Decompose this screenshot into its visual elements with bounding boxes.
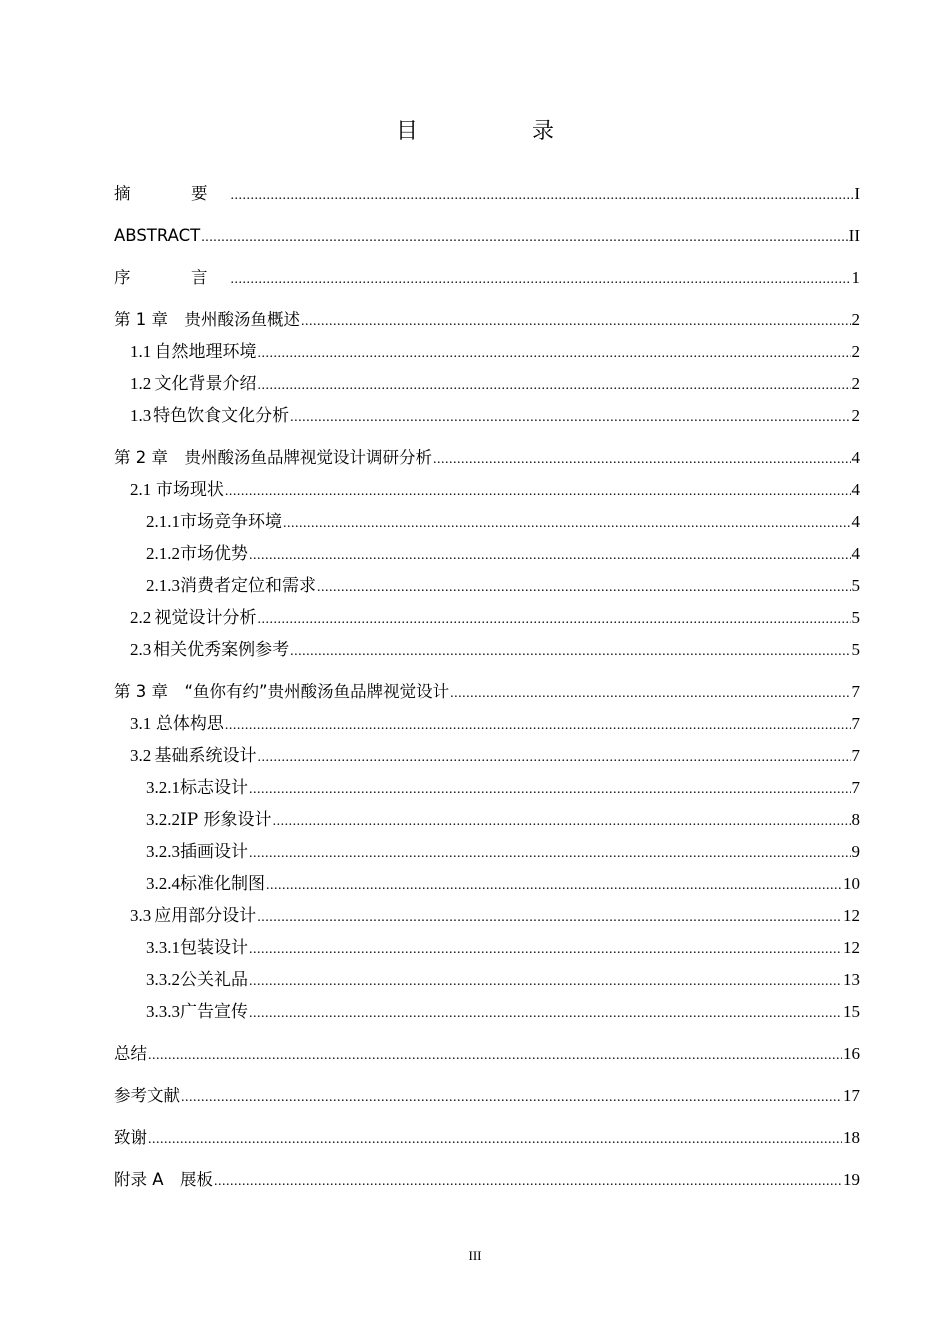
toc-entry-label: 附录 A 展板 [114, 1170, 214, 1189]
toc-entry-page: II [848, 226, 860, 245]
toc-dot-leader [181, 1082, 842, 1114]
toc-entry-page: 13 [843, 970, 860, 989]
toc-entry-page: 2 [851, 310, 860, 329]
table-of-contents [114, 178, 860, 1196]
toc-entry[interactable] [114, 400, 860, 432]
toc-entry-page: 15 [843, 1002, 860, 1021]
toc-entry-label: 第 1 章 贵州酸汤鱼概述 [114, 310, 300, 329]
toc-entry-number: 3.2.1 [146, 778, 180, 797]
toc-entry-number: 1.3 [130, 406, 152, 425]
toc-entry-page: I [854, 184, 860, 203]
toc-entry-label: 应用部分设计 [154, 906, 257, 926]
toc-entry-number: 1.1 [130, 342, 152, 361]
toc-entry-page: 2 [851, 374, 860, 393]
toc-dot-leader [266, 870, 842, 902]
toc-entry-number: 3.3.2 [146, 970, 180, 989]
toc-entry-label: 市场优势 [180, 544, 248, 564]
toc-entry-number: 2.1.2 [146, 544, 180, 563]
toc-dot-leader [214, 1166, 842, 1198]
toc-entry-number: 3.2.4 [146, 874, 180, 893]
toc-entry-number: 3.3.3 [146, 1002, 180, 1021]
toc-dot-leader [301, 306, 851, 338]
toc-entry-page: 2 [851, 342, 860, 361]
toc-entry[interactable] [114, 474, 860, 506]
toc-entry-label: 序 言 [114, 268, 230, 287]
toc-entry-page: 17 [843, 1086, 860, 1105]
toc-dot-leader [231, 180, 854, 212]
toc-entry[interactable] [114, 1122, 860, 1154]
toc-entry-label: 视觉设计分析 [154, 608, 257, 628]
toc-entry-label: 文化背景介绍 [154, 374, 257, 394]
toc-entry-page: 9 [851, 842, 860, 861]
toc-entry[interactable] [114, 336, 860, 368]
toc-entry[interactable] [114, 634, 860, 666]
toc-dot-leader [450, 678, 850, 710]
toc-entry-label: 总结 [114, 1044, 147, 1063]
toc-entry[interactable] [114, 900, 860, 932]
toc-entry-page: 7 [851, 682, 860, 701]
toc-dot-leader [249, 540, 851, 572]
toc-entry-label: 致谢 [114, 1128, 147, 1147]
toc-entry[interactable] [114, 676, 860, 708]
toc-entry-label: 标志设计 [180, 778, 248, 798]
toc-entry-label: 公关礼品 [180, 970, 248, 990]
toc-entry[interactable] [114, 442, 860, 474]
toc-dot-leader [317, 572, 851, 604]
toc-entry-label: 第 2 章 贵州酸汤鱼品牌视觉设计调研分析 [114, 448, 432, 467]
toc-entry[interactable] [114, 1164, 860, 1196]
toc-entry[interactable] [114, 996, 860, 1028]
toc-entry-number: 2.1.1 [146, 512, 180, 531]
toc-entry[interactable] [114, 708, 860, 740]
toc-entry[interactable] [114, 740, 860, 772]
toc-dot-leader [148, 1040, 842, 1072]
toc-entry-label: 总体构思 [155, 714, 224, 734]
toc-entry[interactable] [114, 868, 860, 900]
toc-dot-leader [433, 444, 851, 476]
toc-entry-label: 消费者定位和需求 [180, 576, 316, 596]
toc-dot-leader [283, 508, 851, 540]
toc-entry[interactable] [114, 304, 860, 336]
toc-entry-label: 摘 要 [114, 184, 230, 203]
toc-entry-page: 18 [843, 1128, 860, 1147]
toc-entry[interactable] [114, 368, 860, 400]
toc-entry-label: 包装设计 [180, 938, 248, 958]
toc-entry[interactable] [114, 1080, 860, 1112]
toc-entry-number: 2.1 [130, 480, 152, 499]
toc-entry[interactable] [114, 262, 860, 294]
toc-entry-page: 12 [843, 938, 860, 957]
page-title: 目 录 [395, 119, 600, 144]
toc-entry-label: 基础系统设计 [154, 746, 257, 766]
toc-dot-leader [258, 604, 851, 636]
toc-dot-leader [225, 710, 851, 742]
toc-entry[interactable] [114, 964, 860, 996]
toc-entry-number: 3.2.2 [146, 810, 180, 829]
toc-entry[interactable] [114, 836, 860, 868]
toc-entry-label: ABSTRACT [114, 226, 201, 245]
toc-entry-label: 标准化制图 [180, 874, 265, 894]
toc-entry-label: 市场竞争环境 [180, 512, 282, 532]
toc-entry-number: 2.1.3 [146, 576, 180, 595]
toc-entry[interactable] [114, 538, 860, 570]
toc-entry-label: 广告宣传 [180, 1002, 248, 1022]
toc-entry-number: 1.2 [130, 374, 152, 393]
toc-entry[interactable] [114, 1038, 860, 1070]
toc-entry[interactable] [114, 772, 860, 804]
toc-entry-label: 特色饮食文化分析 [153, 406, 290, 426]
toc-entry[interactable] [114, 804, 860, 836]
toc-entry[interactable] [114, 602, 860, 634]
toc-entry-number: 3.1 [130, 714, 152, 733]
toc-dot-leader [257, 902, 842, 934]
toc-entry-number: 2.2 [130, 608, 152, 627]
toc-entry-page: 5 [851, 576, 860, 595]
toc-entry-label: 插画设计 [180, 842, 248, 862]
toc-dot-leader [258, 370, 851, 402]
toc-dot-leader [231, 264, 851, 296]
toc-dot-leader [201, 222, 847, 254]
toc-entry-label: 市场现状 [155, 480, 224, 500]
toc-entry[interactable] [114, 506, 860, 538]
toc-entry-page: 4 [851, 448, 860, 467]
toc-entry-page: 4 [851, 544, 860, 563]
toc-entry-label: 参考文献 [114, 1086, 180, 1105]
toc-dot-leader [249, 998, 842, 1030]
toc-entry-number: 2.3 [130, 640, 152, 659]
toc-entry-page: 7 [851, 746, 860, 765]
toc-entry-page: 16 [843, 1044, 860, 1063]
toc-entry[interactable] [114, 220, 860, 252]
toc-entry-page: 7 [851, 778, 860, 797]
toc-entry-page: 5 [851, 608, 860, 627]
toc-entry[interactable] [114, 932, 860, 964]
toc-entry-page: 10 [843, 874, 860, 893]
toc-entry-page: 4 [851, 512, 860, 531]
toc-dot-leader [249, 838, 851, 870]
toc-entry-page: 1 [851, 268, 860, 287]
page-number: III [468, 1248, 482, 1263]
toc-entry-number: 3.2.3 [146, 842, 180, 861]
toc-entry-label: 相关优秀案例参考 [153, 640, 290, 660]
toc-entry-page: 5 [851, 640, 860, 659]
toc-entry-number: 3.3.1 [146, 938, 180, 957]
toc-dot-leader [290, 402, 850, 434]
toc-dot-leader [258, 742, 851, 774]
toc-dot-leader [148, 1124, 842, 1156]
toc-entry-page: 2 [851, 406, 860, 425]
toc-dot-leader [225, 476, 851, 508]
toc-entry-label: 第 3 章 “鱼你有约”贵州酸汤鱼品牌视觉设计 [114, 682, 450, 701]
toc-entry-number: 3.2 [130, 746, 152, 765]
toc-entry[interactable] [114, 178, 860, 210]
toc-dot-leader [290, 636, 850, 668]
toc-entry-page: 4 [851, 480, 860, 499]
toc-entry-number: 3.3 [130, 906, 152, 925]
toc-dot-leader [249, 934, 842, 966]
toc-dot-leader [249, 966, 842, 998]
toc-dot-leader [249, 774, 851, 806]
toc-entry-page: 12 [843, 906, 860, 925]
toc-entry-page: 8 [851, 810, 860, 829]
toc-entry-page: 19 [843, 1170, 860, 1189]
toc-entry-label: IP 形象设计 [180, 810, 272, 830]
toc-entry[interactable] [114, 570, 860, 602]
toc-entry-label: 自然地理环境 [154, 342, 257, 362]
toc-entry-page: 7 [851, 714, 860, 733]
toc-dot-leader [258, 338, 851, 370]
toc-dot-leader [273, 806, 851, 838]
